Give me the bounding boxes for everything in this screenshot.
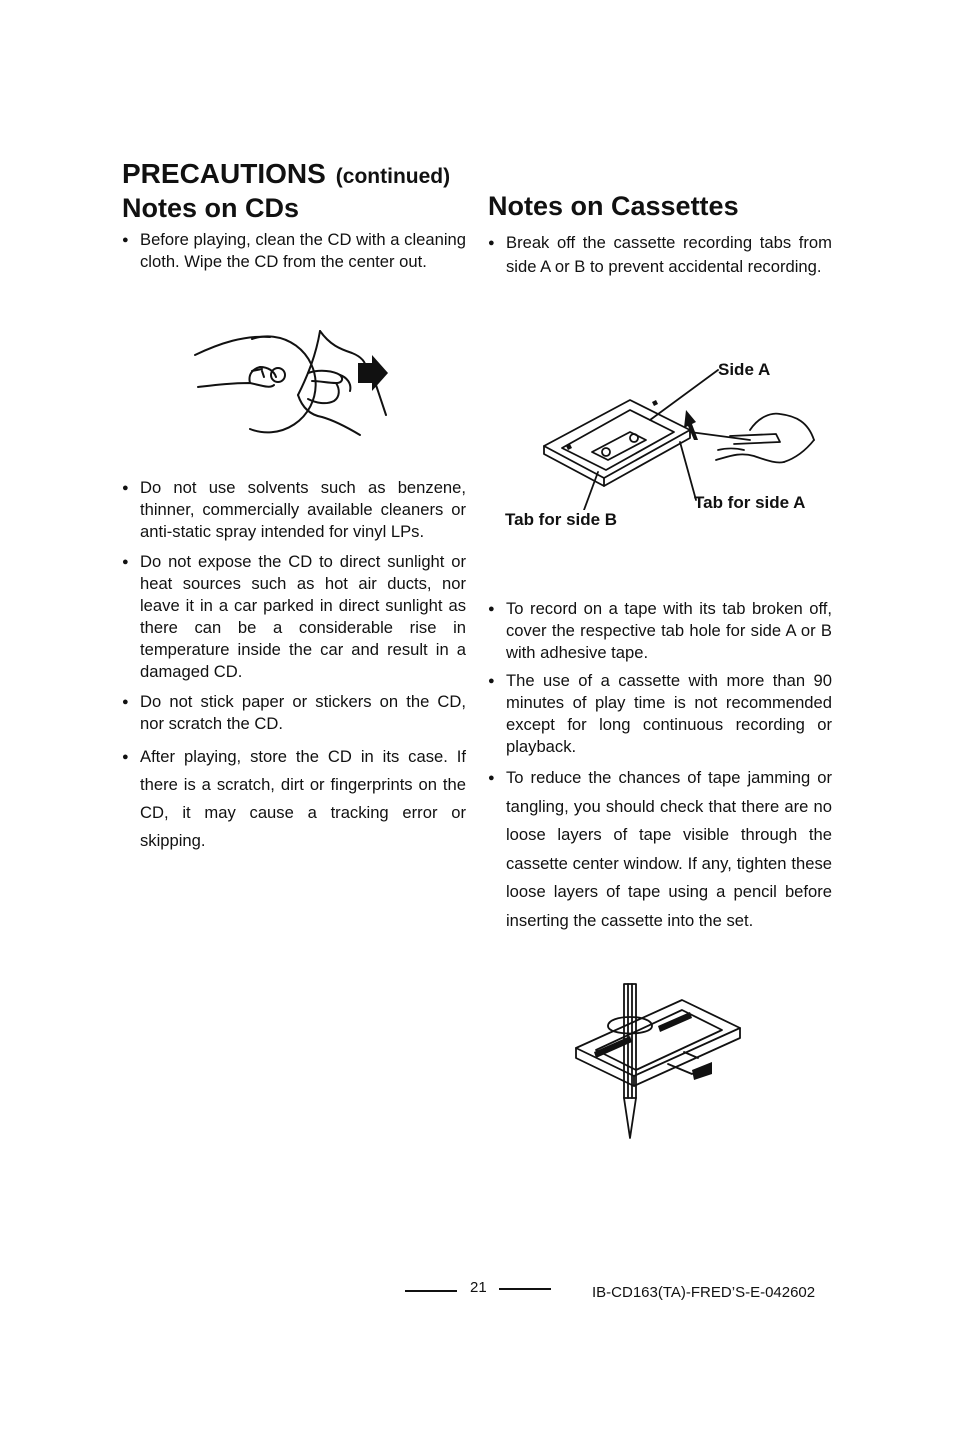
page-number: 21 <box>470 1279 487 1296</box>
list-item: ● After playing, store the CD in its case. If there is a scratch, dirt or fingerprints on the CD, it may cause a tracking error or skipping. <box>122 743 466 855</box>
footer-rule-right <box>499 1288 551 1290</box>
label-side-a: Side A <box>718 360 771 379</box>
label-tab-side-a: Tab for side A <box>694 493 806 512</box>
list-item: ● Before playing, clean the CD with a cleaning cloth. Wipe the CD from the center out. <box>122 229 466 273</box>
cd-notes-list <box>122 477 466 863</box>
list-item: ● To record on a tape with its tab broken off, cover the respective tab hole for side A or B with adhesive tape. <box>488 598 832 664</box>
cd-cleaning-illustration <box>190 325 400 440</box>
cassette-section-title: Notes on Cassettes <box>488 191 739 221</box>
list-item: ● Do not use solvents such as benzene, thinner, commercially available cleaners or anti-static spray intended for vinyl LPs. <box>122 477 466 543</box>
list-item: ● Do not stick paper or stickers on the CD, nor scratch the CD. <box>122 691 466 735</box>
list-item: ● The use of a cassette with more than 90 minutes of play time is not recommended except for long continuous recording or playback. <box>488 670 832 758</box>
cassette-tab-illustration <box>540 360 830 510</box>
heading-sub: (continued) <box>335 165 451 188</box>
document-code: IB-CD163(TA)-FRED’S-E-042602 <box>592 1284 816 1301</box>
cassette-notes-list <box>488 598 832 941</box>
page-heading <box>122 158 450 190</box>
footer-rule-left <box>405 1290 457 1292</box>
cassette-intro-list <box>488 231 832 279</box>
cd-intro-list <box>122 229 466 273</box>
list-item: ● To reduce the chances of tape jamming or tangling, you should check that there are no loose layers of tape visible through the cassette center window. If any, tighten these loose layers of tape using a pencil before inserting the cassette into the set. <box>488 764 832 935</box>
cd-section-title: Notes on CDs <box>122 193 300 223</box>
label-tab-side-b: Tab for side B <box>505 510 618 529</box>
list-item: ● Do not expose the CD to direct sunlight or heat sources such as hot air ducts, nor leave it in a car parked in direct sunlight as there can be a considerable rise in temperature inside the car and result in a damaged CD. <box>122 551 466 683</box>
heading-main: PRECAUTIONS <box>122 158 326 189</box>
list-item: ● Break off the cassette recording tabs from side A or B to prevent accidental recording. <box>488 231 832 279</box>
cassette-pencil-illustration <box>572 978 744 1142</box>
